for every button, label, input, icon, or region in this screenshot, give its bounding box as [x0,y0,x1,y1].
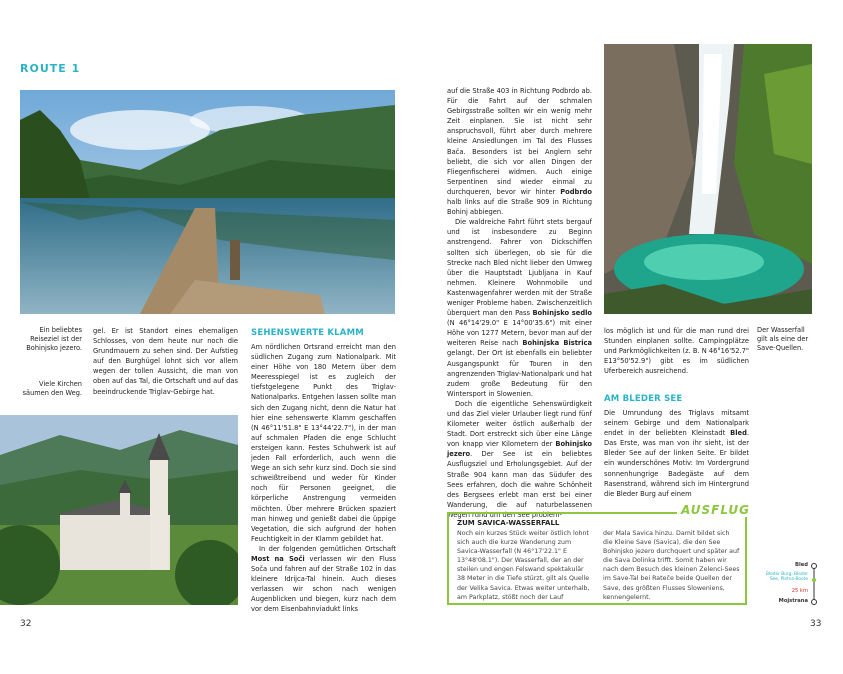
route-mini-top: Bled [795,562,808,568]
col4-text-2 [604,408,749,499]
ausflug-left-text: Noch ein kurzes Stück weiter östlich lohnt sich auch die kurze Wanderung zum Savica-Wasserfall (N 46°17'22.1" E 13°48'08.1"). Der Wasserfall, der an der steilen und engen Felswand spektakulär 38 Meter in die Tiefe stürzt, gilt als Quelle der Velika Savica. Etwas weiter unterhalb, am Parkplatz, stößt noch der Lauf [457,530,590,601]
route-label: ROUTE 1 [20,62,81,75]
col4-text [604,326,749,376]
ausflug-right-text: der Mala Savica hinzu. Damit bildet sich die Kleine Save (Savica), die den See Bohinjsko jezero durchquert und später auf die Sava Dolinka trifft. Somit haben wir nach dem Besuch des kleinen Zelenci-Sees im Save-Tal bei Rateče beide Quellen der Save, des größten Flusses Sloweniens, kennengelernt. [603,530,740,601]
route-mini-bottom: Mojstrana [778,598,808,604]
caption-church: Viele Kirchen säumen den Weg. [22,380,82,397]
lake-photo [20,90,395,314]
col3-text [447,86,592,520]
caption-lake: Ein beliebtes Reiseziel ist der Bohinjsko jezero. [26,326,82,352]
heading-bleder-see: AM BLEDER SEE [604,394,683,404]
col1-text: gel. Er ist Standort eines ehemaligen Schlosses, von dem heute nur noch die Grundmauern zu sehen sind. Der Aufstieg auf den Burghügel lohnt sich vor allem wegen der tollen Aussicht, die man von oben auf das Tal, die Ortschaft und auf das beeindruckende Triglav-Gebirge hat. [93,327,238,396]
col2-paragraph-1: Am nördlichen Ortsrand erreicht man den südlichen Zugang zum Nationalpark. Mit einer Höhe von 180 Metern über dem Meeresspiegel ist es zugleich der tiefstgelegene Punkt des Triglav-Nationalparks. Entgehen lassen sollte man sich den Zugang nicht, denn die Natur hat hier eine sehenswerte Klamm geschaffen (N 46°11'51.8" E 13°44'22.7"), in der man auf schmalen Pfaden die enge Schlucht ersteigen kann. Festes Schuhwerk ist auf jeden Fall erforderlich, auch wenn die Wege an sich sehr kurz sind. Doch sie sind schweißtreibend und weder für Kinder noch für Personen geeignet, die körperliche Anstrengung vermeiden möchten. Über mehrere Brücken spaziert man hinweg und genießt dabei die üppige Vegetation, die sich aufgrund der hohen Feuchtigkeit in der Klamm gebildet hat. [251,343,396,543]
col2-paragraph-2: In der folgenden gemütlichen Ortschaft Most na Soči verlassen wir den Fluss Soča und fahren auf der Straße 102 in das kleinere Idrijca-Tal hinein. Auch dieses verlassen wir schon nach wenigen Augenblicken und biegen, kurz nach dem vor dem Eisenbahnviadukt links [251,544,396,614]
route-mini-map [762,560,822,610]
col3-paragraph-1: auf die Straße 403 in Richtung Podbrdo ab. Für die Fahrt auf der schmalen Gebirgsstraße sollten wir ein wenig mehr Zeit einplanen. Sie ist nicht sehr anspruchsvoll, führt aber durch mehrere kleine Ansiedlungen im Tal des Flusses Bača. Besonders ist bei Anglern sehr beliebt, die sich vor allen Dingen der Fliegenfischerei widmen. Auch einige Serpentinen sind wieder einmal zu durchqueren, bevor wir hinter Podbrdo halb links auf die Straße 909 in Richtung Bohinj abbiegen. [447,87,592,217]
waterfall-photo [604,44,812,314]
church-photo [0,415,238,605]
route-mini-distance: 25 km [791,588,808,594]
caption-waterfall: Der Wasserfall gilt als eine der Save-Quellen. [757,326,809,352]
col4-paragraph-2: Die Umrundung des Triglavs mitsamt seinem Gebirge und dem Nationalpark endet in der beliebten Kleinstadt Bled. Das Erste, was man von ihr sieht, ist der Bleder See auf der linken Seite. Er bildet ein wunderschönes Motiv: Im Vordergrund sonnenhungrige Badegäste auf dem Rasenstrand, während sich im Hintergrund die Bleder Burg auf einem [604,409,749,498]
page-number-right: 33 [810,619,822,629]
ausflug-title: ZUM SAVICA-WASSERFALL [457,519,560,527]
col3-paragraph-3: Doch die eigentliche Sehenswürdigkeit und das Ziel vieler Urlauber liegt rund fünf Kilometer weiter östlich außerhalb der Stadt. Dort erstreckt sich über eine Länge von knapp vier Kilometern der Bohinjsko jezero. Der See ist ein beliebtes Ausflugsziel und Erholungsgebiet. Auf der Straße 904 kann man das Südufer des Sees erfahren, doch die wahre Schönheit des Bergsees erlebt man erst bei einer Wanderung, die auf naturbelassenen Wegen rund um den See problem- [447,399,592,519]
page-number-left: 32 [20,619,32,629]
route-mini-middle: Bleder Burg, Bleder See, Pletna-Boote [765,572,808,582]
col3-paragraph-2: Die waldreiche Fahrt führt stets bergauf und ist insbesondere zu Beginn anstrengend. Fahrer von Dickschiffen sollten sich überlegen, ob sie für die Strecke nach Bled nicht lieber den Umweg über die Hauptstadt Ljubljana in Kauf nehmen. Kleinere Wohnmobile und Kastenwagenfahrer werden mit der Straße weniger Probleme haben. Zwischenzeitlich überquert man den Pass Bohinjsko sedlo (N 46°14'29.0" E 14°00'35.6") mit einer Höhe von 1277 Metern, bevor man auf der weiteren Reise nach Bohinjska Bistrica gelangt. Der Ort ist ebenfalls ein beliebter Ausgangspunkt für Touren in den angrenzenden Triglav-Nationalpark und hat zudem große Bedeutung für den Wintersport in Slowenien. [447,218,592,398]
col4-paragraph-1: los möglich ist und für die man rund drei Stunden einplanen sollte. Campingplätze und Parkmöglichkeiten (z. B. N 46°16'52.7" E13°50'52.9") gibt es im südlichen Uferbereich ausreichend. [604,327,749,376]
col2-text [251,342,396,615]
ausflug-box [447,503,750,605]
heading-klamm: SEHENSWERTE KLAMM [251,328,364,338]
ausflug-tag: AUSFLUG [677,503,754,517]
